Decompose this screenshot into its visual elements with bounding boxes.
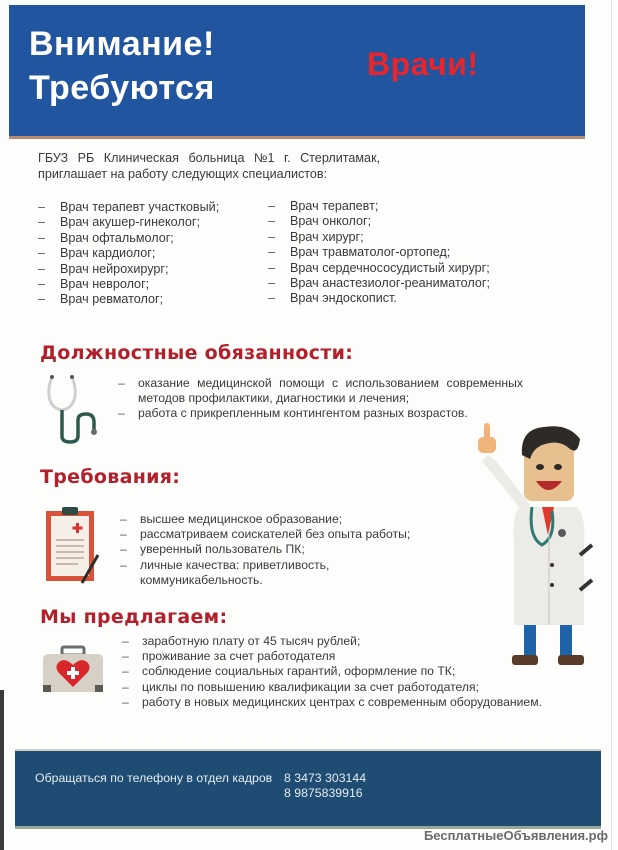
intro-line2: приглашает на работу следующих специалистов:: [38, 167, 328, 181]
requirements-list: [120, 512, 440, 588]
list-item: – циклы по повышению квалификации за счет работодателя;: [122, 680, 562, 695]
list-item: – проживание за счет работодателя: [122, 649, 562, 664]
specialists-list-left: [38, 200, 219, 308]
medical-case-icon: [40, 645, 106, 695]
doctor-illustration: [470, 415, 615, 670]
intro-line1: ГБУЗ РБ Клиническая больница №1 г. Стерлитамак,: [38, 151, 381, 165]
list-item: – работу в новых медицинских центрах с современным оборудованием.: [122, 695, 562, 710]
duties-list: [118, 376, 523, 422]
clipboard-icon: [42, 505, 102, 585]
list-item: – Врач кардиолог;: [38, 246, 219, 261]
scan-edge: [0, 690, 4, 850]
list-item: – работа с прикрепленным контингентом разных возрастов.: [118, 406, 523, 421]
requirements-title: Требования:: [40, 466, 181, 488]
list-item: – рассматриваем соискателей без опыта работы;: [120, 527, 440, 542]
intro-text: [38, 150, 398, 182]
contact-phones: [284, 771, 366, 801]
contact-label: Обращаться по телефону в отдел кадров: [35, 771, 273, 785]
list-item: – Врач онколог;: [268, 214, 490, 229]
contact-footer: [15, 749, 601, 829]
offers-title: Мы предлагаем:: [40, 606, 228, 628]
list-item: – Врач терапевт участковый;: [38, 200, 219, 215]
list-item: – Врач невролог;: [38, 277, 219, 292]
header-banner: [9, 5, 585, 139]
list-item: – соблюдение социальных гарантий, оформление по ТК;: [122, 664, 562, 679]
phone-number[interactable]: 8 3473 303144: [284, 771, 367, 785]
list-item: – уверенный пользователь ПК;: [120, 542, 440, 557]
list-item: – личные качества: приветливость, коммуникабельность.: [120, 558, 440, 588]
list-item: – Врач анастезиолог-реаниматолог;: [268, 276, 490, 291]
specialists-list-right: [268, 199, 490, 307]
banner-title: [29, 22, 215, 110]
phone-number[interactable]: 8 9875839916: [284, 786, 363, 800]
banner-accent: Врачи!: [367, 46, 479, 82]
list-item: – оказание медицинской помощи с использованием современных методов профилактики, диагностики и лечения;: [118, 376, 523, 406]
list-item: – высшее медицинское образование;: [120, 512, 440, 527]
list-item: – заработную плату от 45 тысяч рублей;: [122, 634, 562, 649]
banner-title-line1: Внимание!: [29, 25, 215, 63]
list-item: – Врач травматолог-ортопед;: [268, 245, 490, 260]
list-item: – Врач сердечнососудистый хирург;: [268, 261, 490, 276]
list-item: – Врач офтальмолог;: [38, 231, 219, 246]
banner-title-line2: Требуются: [29, 69, 215, 107]
duties-title: Должностные обязанности:: [40, 342, 354, 364]
list-item: – Врач терапевт;: [268, 199, 490, 214]
watermark: БесплатныеОбъявления.рф: [423, 828, 608, 843]
list-item: – Врач ревматолог;: [38, 292, 219, 307]
list-item: – Врач хирург;: [268, 230, 490, 245]
list-item: – Врач нейрохирург;: [38, 262, 219, 277]
stethoscope-icon: [42, 372, 102, 444]
list-item: – Врач эндоскопист.: [268, 291, 490, 306]
list-item: – Врач акушер-гинеколог;: [38, 215, 219, 230]
